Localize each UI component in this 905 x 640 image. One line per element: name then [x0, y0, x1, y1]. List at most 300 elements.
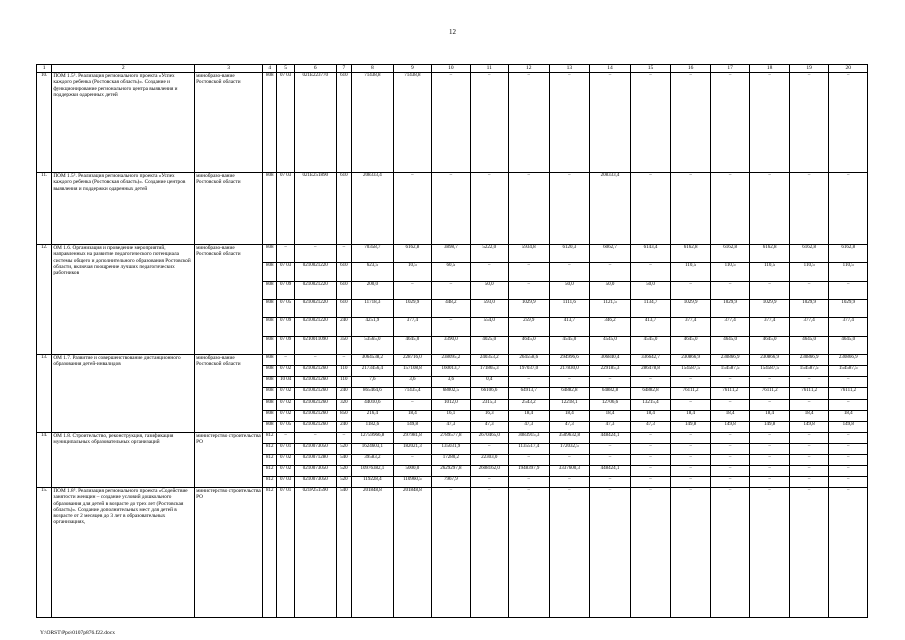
budget-code-cell: 0210021260 — [294, 399, 336, 410]
amount-cell: 6162,8 — [789, 245, 829, 263]
amount-cell: 4545,0 — [549, 336, 590, 354]
amount-cell: 110,5 — [829, 263, 868, 281]
amount-cell: 448,2 — [432, 299, 470, 317]
row-number: 11. — [37, 173, 52, 245]
budget-code-cell: 520 — [336, 443, 351, 454]
amount-cell: 76111,2 — [710, 388, 750, 399]
amount-cell: – — [630, 432, 671, 443]
amount-cell: – — [630, 73, 671, 173]
amount-cell: 50,0 — [590, 281, 631, 299]
amount-cell: – — [789, 432, 829, 443]
table-row — [37, 73, 868, 173]
amount-cell: – — [630, 443, 671, 454]
amount-cell: 16,3 — [470, 410, 508, 421]
amount-cell: 4645,0 — [508, 336, 549, 354]
amount-cell: – — [829, 443, 868, 454]
amount-cell: 12218,1 — [549, 399, 590, 410]
budget-code-cell: 0210021220 — [294, 281, 336, 299]
budget-code-cell: 812 — [263, 487, 277, 617]
amount-cell: 71438,8 — [393, 73, 431, 173]
amount-cell: 6120,3 — [549, 245, 590, 263]
budget-code-cell: 808 — [263, 245, 277, 263]
executor: минобразо-вание Ростовской области — [195, 173, 263, 245]
amount-cell: 201848,8 — [352, 487, 394, 617]
amount-cell: – — [789, 454, 829, 465]
amount-cell: – — [750, 377, 790, 388]
column-number: 7 — [336, 65, 351, 73]
amount-cell: 1029,9 — [829, 299, 868, 317]
amount-cell: 7967,9 — [432, 476, 470, 487]
amount-cell: – — [508, 173, 549, 245]
amount-cell: – — [393, 281, 431, 299]
amount-cell: – — [750, 432, 790, 443]
amount-cell: 149,8 — [671, 421, 711, 432]
amount-cell: – — [671, 487, 711, 617]
amount-cell: – — [671, 73, 711, 173]
amount-cell: – — [750, 465, 790, 476]
amount-cell: 64882,8 — [549, 388, 590, 399]
amount-cell: – — [789, 476, 829, 487]
amount-cell: 259,9 — [508, 318, 549, 336]
amount-cell: 230866,9 — [710, 354, 750, 365]
amount-cell: – — [789, 399, 829, 410]
amount-cell: – — [630, 263, 671, 281]
column-number: 18 — [750, 65, 790, 73]
budget-code-cell: 021E251890 — [294, 173, 336, 245]
amount-cell: 3083915,3 — [508, 432, 549, 443]
amount-cell: – — [393, 399, 431, 410]
program-table — [36, 64, 868, 618]
amount-cell: 4025,0 — [470, 336, 508, 354]
amount-cell: 149,8 — [829, 421, 868, 432]
amount-cell: 1948397,9 — [508, 465, 549, 476]
amount-cell: 5000,0 — [393, 465, 431, 476]
amount-cell: 18,4 — [789, 410, 829, 421]
amount-cell: 76111,2 — [829, 388, 868, 399]
column-number: 6 — [294, 65, 336, 73]
executor: министерство строительства РО — [195, 487, 263, 617]
table-row — [37, 487, 868, 617]
amount-cell: – — [789, 377, 829, 388]
amount-cell: 110,5 — [710, 263, 750, 281]
column-number-row — [37, 65, 868, 73]
amount-cell: 76111,2 — [750, 388, 790, 399]
table-row — [37, 245, 868, 263]
budget-code-cell: 520 — [336, 465, 351, 476]
amount-cell: 230866,9 — [671, 354, 711, 365]
budget-code-cell: – — [336, 432, 351, 443]
amount-cell: 240353,2 — [470, 354, 508, 365]
table-row — [37, 354, 868, 365]
amount-cell: 110,5 — [789, 263, 829, 281]
amount-cell: 11718,3 — [352, 299, 394, 317]
budget-code-cell: 610 — [336, 173, 351, 245]
amount-cell: 6162,8 — [393, 245, 431, 263]
amount-cell: 377,4 — [789, 318, 829, 336]
amount-cell: 171865,3 — [470, 366, 508, 377]
amount-cell: 230866,9 — [750, 354, 790, 365]
budget-code-cell: 320 — [336, 399, 351, 410]
amount-cell: 3,6 — [432, 377, 470, 388]
amount-cell: – — [508, 73, 549, 173]
budget-code-cell: 812 — [263, 465, 277, 476]
amount-cell: – — [432, 173, 470, 245]
amount-cell: – — [789, 465, 829, 476]
budget-code-cell: 07 03 — [277, 476, 295, 487]
amount-cell: 3898,7 — [432, 245, 470, 263]
amount-cell: 554,0 — [470, 318, 508, 336]
budget-code-cell: 812 — [263, 476, 277, 487]
amount-cell: 47,3 — [549, 421, 590, 432]
amount-cell: – — [508, 454, 549, 465]
amount-cell: 4645,0 — [710, 336, 750, 354]
amount-cell: – — [789, 73, 829, 173]
budget-code-cell: – — [277, 354, 295, 365]
amount-cell: – — [590, 476, 631, 487]
amount-cell: – — [710, 465, 750, 476]
budget-code-cell: 520 — [336, 476, 351, 487]
amount-cell: 297981,8 — [393, 432, 431, 443]
budget-code-cell: 07 05 — [277, 299, 295, 317]
amount-cell: – — [549, 173, 590, 245]
budget-code-cell: 021E223770 — [294, 73, 336, 173]
budget-code-cell: – — [336, 245, 351, 263]
budget-code-cell: – — [277, 245, 295, 263]
amount-cell: 1182,6 — [352, 421, 394, 432]
amount-cell: 149,8 — [393, 421, 431, 432]
column-number: 20 — [829, 65, 868, 73]
amount-cell: 238095,2 — [432, 354, 470, 365]
row-number: 10. — [37, 73, 52, 173]
amount-cell: – — [829, 399, 868, 410]
budget-code-cell: 07 03 — [277, 73, 295, 173]
amount-cell: 294996,6 — [549, 354, 590, 365]
amount-cell: – — [470, 443, 508, 454]
amount-cell: 12706,6 — [590, 399, 631, 410]
table-row — [37, 173, 868, 245]
budget-code-cell: 0210021260 — [294, 377, 336, 388]
amount-cell: 377,4 — [671, 318, 711, 336]
column-number: 16 — [671, 65, 711, 73]
amount-cell: – — [549, 263, 590, 281]
amount-cell: 135031,9 — [432, 443, 470, 454]
amount-cell: – — [710, 443, 750, 454]
amount-cell: 197037,0 — [508, 366, 549, 377]
amount-cell: – — [630, 377, 671, 388]
amount-cell: – — [590, 487, 631, 617]
amount-cell: 17280,2 — [432, 454, 470, 465]
amount-cell: 18,4 — [549, 410, 590, 421]
amount-cell: 182021,3 — [393, 443, 431, 454]
budget-code-cell: 808 — [263, 366, 277, 377]
budget-code-cell: 07 02 — [277, 410, 295, 421]
column-number: 13 — [549, 65, 590, 73]
amount-cell: – — [750, 454, 790, 465]
budget-code-cell: 07 09 — [277, 318, 295, 336]
amount-cell: – — [470, 73, 508, 173]
amount-cell: 2670465,0 — [470, 432, 508, 443]
amount-cell: 50,0 — [470, 281, 508, 299]
budget-code-cell: – — [294, 245, 336, 263]
amount-cell: – — [508, 281, 549, 299]
amount-cell: 154587,5 — [789, 366, 829, 377]
amount-cell: 230866,9 — [789, 354, 829, 365]
amount-cell: 208333,4 — [352, 173, 394, 245]
amount-cell: 64882,8 — [590, 388, 631, 399]
amount-cell: 377,4 — [393, 318, 431, 336]
budget-code-cell: 110 — [336, 366, 351, 377]
column-number: 12 — [508, 65, 549, 73]
amount-cell: 149,8 — [789, 421, 829, 432]
amount-cell: – — [432, 487, 470, 617]
budget-code-cell: 812 — [263, 454, 277, 465]
amount-cell: 286478,8 — [630, 366, 671, 377]
amount-cell: 1111,6 — [549, 299, 590, 317]
amount-cell: 208333,4 — [590, 173, 631, 245]
amount-cell: – — [590, 263, 631, 281]
amount-cell: 4645,0 — [750, 336, 790, 354]
amount-cell: 593,0 — [470, 299, 508, 317]
amount-cell: – — [549, 476, 590, 487]
amount-cell: 229185,3 — [590, 366, 631, 377]
amount-cell: 4545,0 — [630, 336, 671, 354]
amount-cell: 865464,6 — [352, 388, 394, 399]
amount-cell: 201848,8 — [393, 487, 431, 617]
amount-cell: 10976382,1 — [352, 465, 394, 476]
amount-cell: 39583,2 — [352, 454, 394, 465]
amount-cell: 22303,0 — [470, 454, 508, 465]
amount-cell: 3064538,2 — [352, 354, 394, 365]
row-number: 14. — [37, 432, 52, 487]
amount-cell: 2543,2 — [508, 399, 549, 410]
amount-cell: – — [829, 476, 868, 487]
amount-cell: – — [671, 443, 711, 454]
amount-cell: 1029,9 — [508, 299, 549, 317]
amount-cell: 44010,6 — [352, 399, 394, 410]
amount-cell: 200,0 — [352, 281, 394, 299]
amount-cell: – — [549, 487, 590, 617]
budget-code-cell: 021P251590 — [294, 487, 336, 617]
measure-name: ОМ 1.6. Организация и проведение мероприятий, направленных на развитие педагогического потенциала системы общего и дополнительного образования Ростовской области, включая поощрение лучших педагогических работников — [52, 245, 195, 355]
amount-cell: – — [671, 432, 711, 443]
column-number: 1 — [37, 65, 52, 73]
amount-cell: 160013,7 — [432, 366, 470, 377]
amount-cell: 4645,0 — [789, 336, 829, 354]
amount-cell: 306840,4 — [590, 354, 631, 365]
measure-name: ПОМ 1.8⁵. Реализация регионального проекта «Содействие занятости женщин – создание условий дошкольного образования для детей в возрасте до трех лет (Ростовская область)». Создание дополнительных мест для детей в возрасте от 2 месяцев до 3 лет в образовательных организациях, — [52, 487, 195, 617]
amount-cell: – — [829, 73, 868, 173]
budget-code-cell: 808 — [263, 173, 277, 245]
amount-cell: 172032,5 — [549, 443, 590, 454]
budget-code-cell: 0210071280 — [294, 454, 336, 465]
budget-code-cell: 808 — [263, 263, 277, 281]
budget-code-cell: 0210011090 — [294, 336, 336, 354]
amount-cell: 413,7 — [630, 318, 671, 336]
amount-cell: – — [432, 73, 470, 173]
amount-cell: 377,4 — [750, 318, 790, 336]
amount-cell: 154587,5 — [829, 366, 868, 377]
amount-cell: 47,3 — [432, 421, 470, 432]
amount-cell: – — [750, 487, 790, 617]
amount-cell: 18,4 — [590, 410, 631, 421]
amount-cell: 4645,0 — [671, 336, 711, 354]
amount-cell: 3,6 — [393, 377, 431, 388]
column-number: 5 — [277, 65, 295, 73]
amount-cell: – — [750, 173, 790, 245]
file-path-footer: Y:\ORST\Ppo\0107p876.f22.docx — [40, 630, 115, 636]
amount-cell: – — [750, 399, 790, 410]
amount-cell: 6162,8 — [750, 245, 790, 263]
amount-cell: – — [829, 487, 868, 617]
amount-cell: 76111,2 — [789, 388, 829, 399]
amount-cell: 1029,9 — [393, 299, 431, 317]
amount-cell: – — [710, 432, 750, 443]
column-number: 14 — [590, 65, 631, 73]
amount-cell: – — [750, 281, 790, 299]
budget-code-cell: 808 — [263, 399, 277, 410]
table-row — [37, 432, 868, 443]
amount-cell: 18,4 — [630, 410, 671, 421]
budget-code-cell: 07 02 — [277, 388, 295, 399]
amount-cell: 119228,4 — [352, 476, 394, 487]
page-number: 12 — [449, 28, 456, 36]
amount-cell: – — [470, 263, 508, 281]
amount-cell: 2173456,4 — [352, 366, 394, 377]
amount-cell: 18,4 — [671, 410, 711, 421]
amount-cell: – — [432, 318, 470, 336]
column-number: 2 — [52, 65, 195, 73]
budget-code-cell: 0210021220 — [294, 299, 336, 317]
column-number: 4 — [263, 65, 277, 73]
amount-cell: 13215,4 — [630, 399, 671, 410]
amount-cell: 1029,9 — [710, 299, 750, 317]
amount-cell: 110,5 — [750, 263, 790, 281]
column-number: 11 — [470, 65, 508, 73]
amount-cell: – — [671, 377, 711, 388]
amount-cell: 110,5 — [671, 263, 711, 281]
amount-cell: 50,0 — [549, 281, 590, 299]
amount-cell: – — [671, 399, 711, 410]
amount-cell: – — [508, 377, 549, 388]
amount-cell: – — [470, 487, 508, 617]
budget-code-cell: 540 — [336, 487, 351, 617]
amount-cell: – — [829, 173, 868, 245]
amount-cell: 157108,8 — [393, 366, 431, 377]
amount-cell: 2629297,8 — [432, 465, 470, 476]
row-number: 15. — [37, 487, 52, 617]
amount-cell: – — [829, 465, 868, 476]
budget-code-cell: – — [277, 432, 295, 443]
budget-code-cell: 110 — [336, 377, 351, 388]
amount-cell: 10,5 — [393, 263, 431, 281]
amount-cell: – — [671, 281, 711, 299]
budget-code-cell: 808 — [263, 73, 277, 173]
amount-cell: 6162,8 — [829, 245, 868, 263]
budget-code-cell: 0210021220 — [294, 263, 336, 281]
amount-cell: – — [590, 377, 631, 388]
amount-cell: – — [829, 377, 868, 388]
amount-cell: – — [508, 263, 549, 281]
amount-cell: 1134,7 — [630, 299, 671, 317]
amount-cell: 413,7 — [549, 318, 590, 336]
budget-code-cell: 808 — [263, 388, 277, 399]
amount-cell: 228716,0 — [393, 354, 431, 365]
amount-cell: 60,5 — [432, 263, 470, 281]
amount-cell: 4645,0 — [393, 336, 431, 354]
column-number: 17 — [710, 65, 750, 73]
budget-code-cell: 808 — [263, 281, 277, 299]
amount-cell: – — [710, 476, 750, 487]
amount-cell: 4545,0 — [590, 336, 631, 354]
amount-cell: 264558,6 — [508, 354, 549, 365]
amount-cell: 1624603,1 — [352, 443, 394, 454]
budget-code-cell: 0210021260 — [294, 388, 336, 399]
executor: минобразо-вание Ростовской области — [195, 354, 263, 432]
amount-cell: 47,3 — [470, 421, 508, 432]
amount-cell: – — [393, 454, 431, 465]
budget-code-cell: 0210021260 — [294, 410, 336, 421]
amount-cell: – — [710, 73, 750, 173]
amount-cell: – — [508, 487, 549, 617]
column-number: 19 — [789, 65, 829, 73]
amount-cell: – — [829, 432, 868, 443]
amount-cell: 47,3 — [590, 421, 631, 432]
amount-cell: – — [630, 454, 671, 465]
amount-cell: – — [630, 476, 671, 487]
amount-cell: 5934,8 — [508, 245, 549, 263]
budget-code-cell: 07 03 — [277, 263, 295, 281]
budget-code-cell: 850 — [336, 410, 351, 421]
budget-code-cell: 808 — [263, 421, 277, 432]
budget-code-cell: 07 02 — [277, 454, 295, 465]
amount-cell: 1012,0 — [432, 399, 470, 410]
amount-cell: 346,2 — [590, 318, 631, 336]
amount-cell: – — [829, 281, 868, 299]
column-number: 10 — [432, 65, 470, 73]
amount-cell: 154587,5 — [750, 366, 790, 377]
amount-cell: 6062,7 — [590, 245, 631, 263]
amount-cell: 1029,9 — [750, 299, 790, 317]
budget-code-cell: 07 02 — [277, 366, 295, 377]
amount-cell: 149,8 — [710, 421, 750, 432]
budget-code-cell: 07 02 — [277, 399, 295, 410]
amount-cell: – — [789, 487, 829, 617]
amount-cell: 53565,0 — [352, 336, 394, 354]
amount-cell: 448424,1 — [590, 432, 631, 443]
amount-cell: – — [710, 281, 750, 299]
executor: минобразо-вание Ростовской области — [195, 245, 263, 355]
amount-cell: 448424,1 — [590, 465, 631, 476]
budget-code-cell: 240 — [336, 388, 351, 399]
amount-cell: – — [710, 377, 750, 388]
amount-cell: 1029,9 — [789, 299, 829, 317]
amount-cell: 2315,3 — [470, 399, 508, 410]
budget-code-cell: 0210073050 — [294, 443, 336, 454]
column-number: 9 — [393, 65, 431, 73]
budget-code-cell: 07 02 — [277, 465, 295, 476]
amount-cell: 18,4 — [508, 410, 549, 421]
amount-cell: 2789577,8 — [432, 432, 470, 443]
budget-code-cell: 610 — [336, 263, 351, 281]
amount-cell: 18,4 — [393, 410, 431, 421]
amount-cell: 71438,8 — [352, 73, 394, 173]
amount-cell: – — [789, 173, 829, 245]
amount-cell: 230866,9 — [829, 354, 868, 365]
amount-cell: – — [393, 173, 431, 245]
amount-cell: 12759966,8 — [352, 432, 394, 443]
budget-code-cell: 610 — [336, 299, 351, 317]
amount-cell: – — [432, 281, 470, 299]
